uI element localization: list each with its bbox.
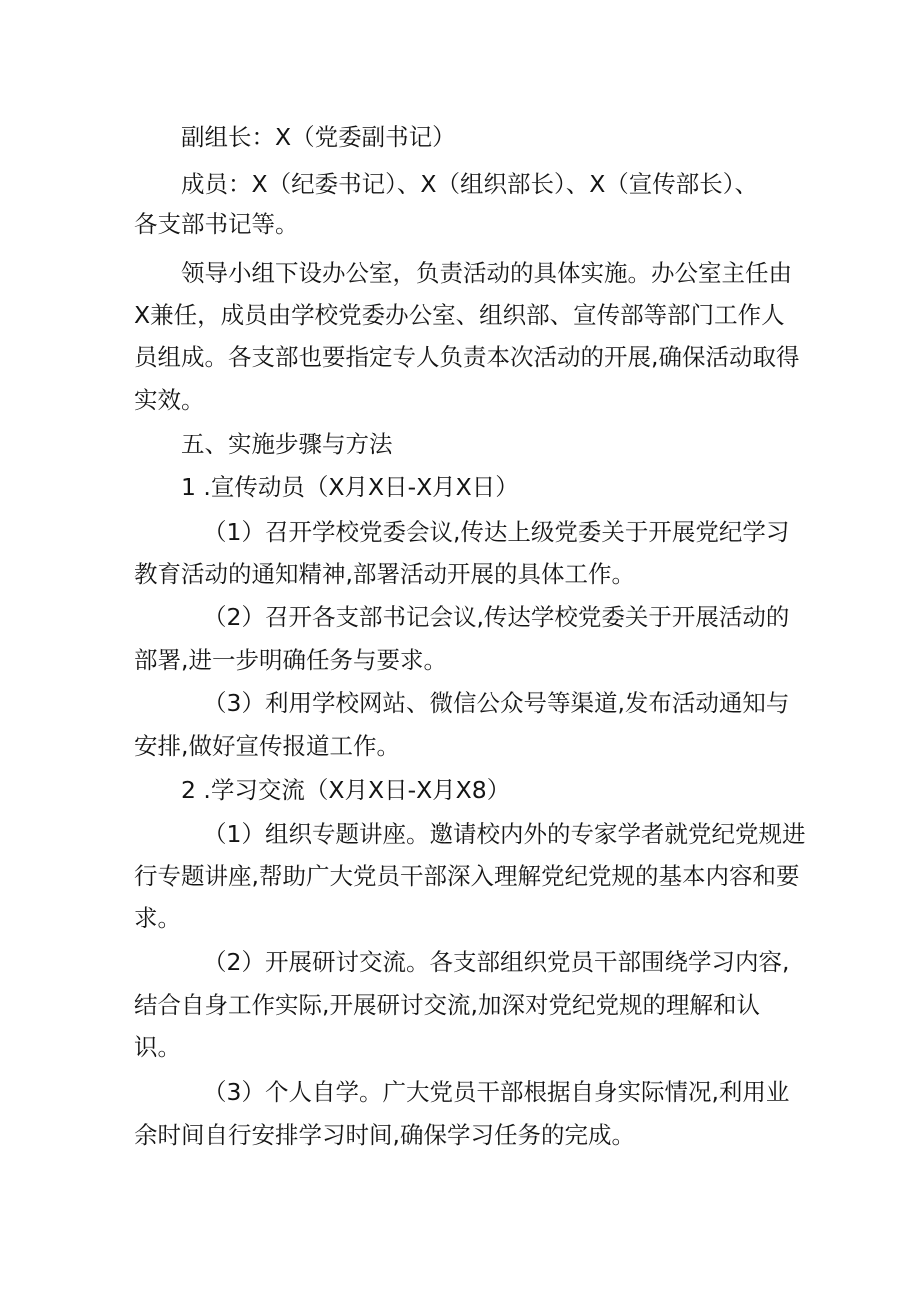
step-1-item-3-line-1: （3）利用学校网站、微信公众号等渠道,发布活动通知与 xyxy=(203,689,790,717)
step-2-item-1-line-1: （1）组织专题讲座。邀请校内外的专家学者就党纪党规进 xyxy=(203,820,806,848)
step-2-item-1-line-2: 行专题讲座,帮助广大党员干部深入理解党纪党规的基本内容和要 xyxy=(134,862,800,890)
step-1-item-2-line-1: （2）召开各支部书记会议,传达学校党委关于开展活动的 xyxy=(203,603,790,631)
office-line-3: 员组成。各支部也要指定专人负责本次活动的开展,确保活动取得 xyxy=(134,343,800,371)
step-2-item-2-line-2: 结合自身工作实际,开展研讨交流,加深对党纪党规的理解和认 xyxy=(134,991,760,1019)
step-2-item-3-line-1: （3）个人自学。广大党员干部根据自身实际情况,利用业 xyxy=(203,1078,790,1106)
step-2-item-2-line-1: （2）开展研讨交流。各支部组织党员干部围绕学习内容, xyxy=(203,948,790,976)
step-1-item-2-line-2: 部署,进一步明确任务与要求。 xyxy=(134,646,447,674)
section-heading-five: 五、实施步骤与方法 xyxy=(181,430,393,458)
members-line-2: 各支部书记等。 xyxy=(134,210,299,238)
step-1-item-1-line-2: 教育活动的通知精神,部署活动开展的具体工作。 xyxy=(134,560,635,588)
members-line-1: 成员：X（纪委书记）、X（组织部长）、X（宣传部长）、 xyxy=(181,170,759,198)
step-1-item-3-line-2: 安排,做好宣传报道工作。 xyxy=(134,732,400,760)
step-2-item-2-line-3: 识。 xyxy=(134,1033,181,1061)
step-2-item-1-line-3: 求。 xyxy=(134,904,181,932)
office-line-1: 领导小组下设办公室，负责活动的具体实施。办公室主任由 xyxy=(181,259,792,287)
office-line-2: X兼任，成员由学校党委办公室、组织部、宣传部等部门工作人 xyxy=(134,301,785,329)
step-2-item-3-line-2: 余时间自行安排学习时间,确保学习任务的完成。 xyxy=(134,1121,635,1149)
step-1-heading: 1 .宣传动员（X月X日-X月X日） xyxy=(181,473,519,501)
office-line-4: 实效。 xyxy=(134,386,205,414)
step-1-item-1-line-1: （1）召开学校党委会议,传达上级党委关于开展党纪学习 xyxy=(203,518,790,546)
deputy-leader-line: 副组长：X（党委副书记） xyxy=(181,123,456,151)
step-2-heading: 2 .学习交流（X月X日-X月X8） xyxy=(181,776,511,804)
